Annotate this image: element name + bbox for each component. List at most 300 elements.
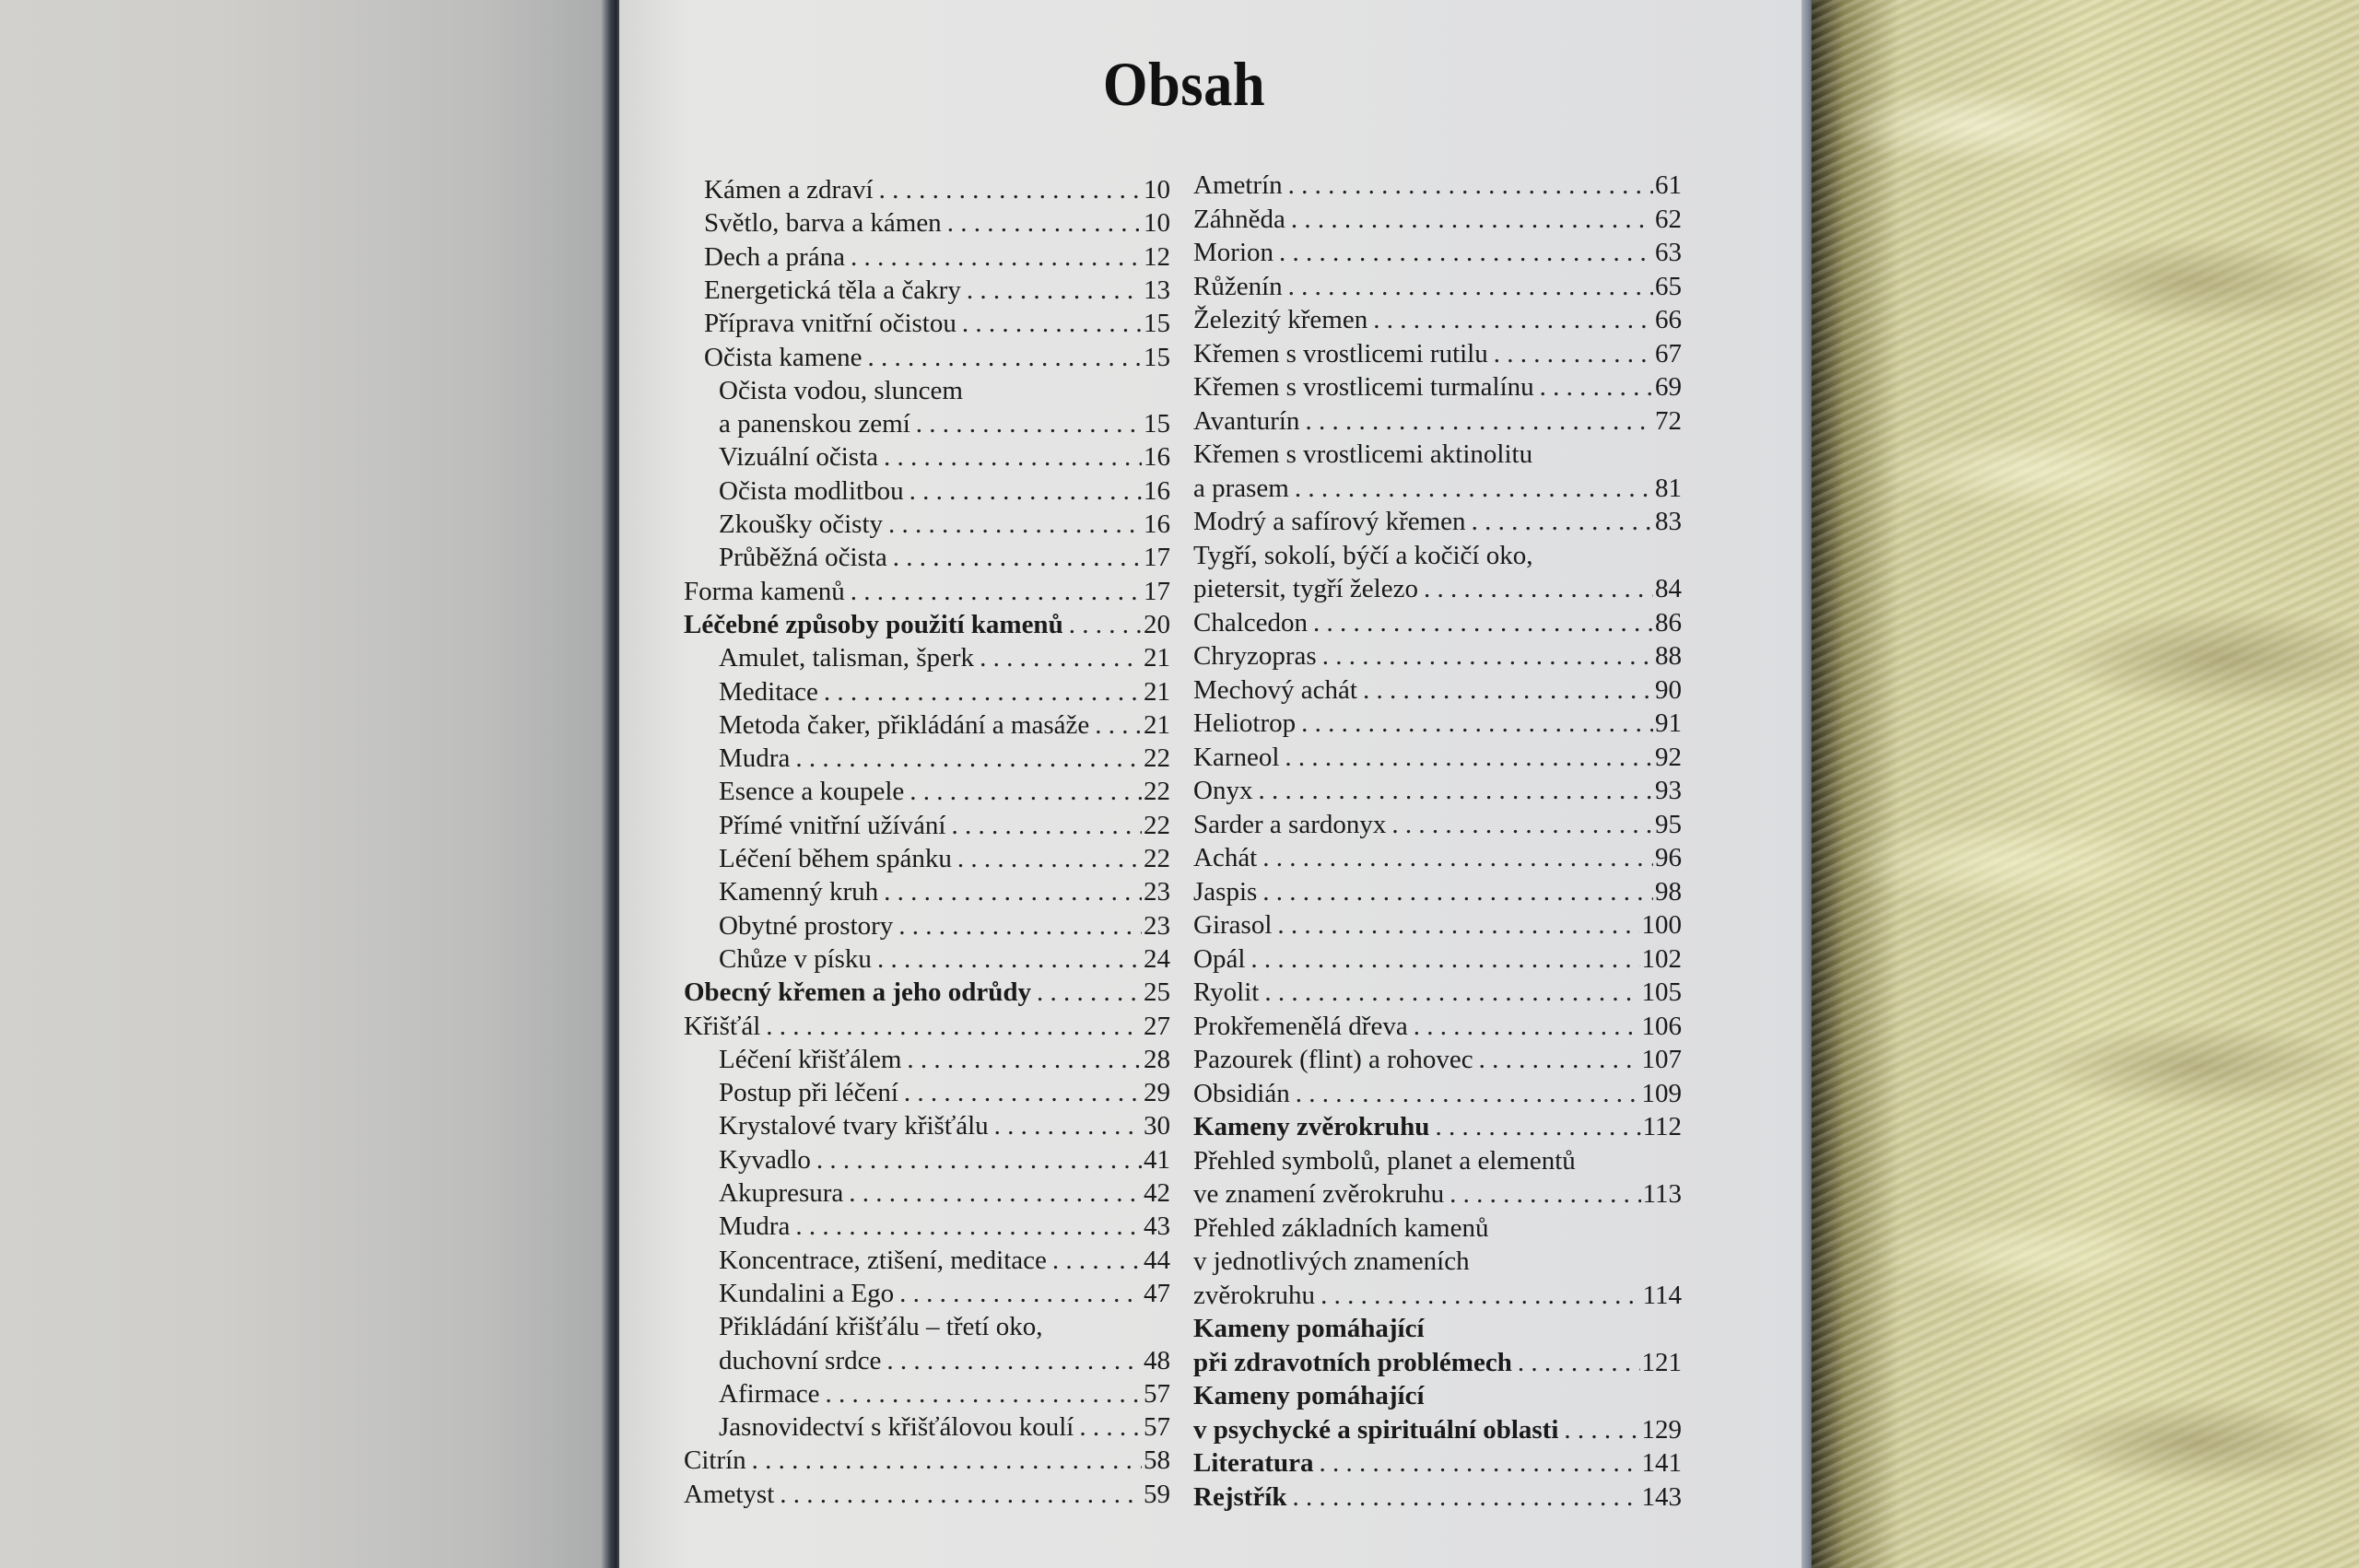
dot-leader [1472,505,1653,538]
dot-leader [1494,337,1653,370]
toc-entry [682,809,1170,842]
toc-page-number: 16 [1144,509,1170,539]
toc-entry-title: Obytné prostory [719,910,894,941]
dot-leader [826,1377,1143,1410]
dot-leader [1258,774,1653,807]
toc-entry [1193,1480,1682,1514]
dot-leader [962,307,1142,340]
dot-leader [1288,169,1653,202]
toc-entry-title: Postup při léčení [719,1078,898,1108]
toc-entry-title: Záhněda [1193,204,1285,234]
dot-leader [1424,572,1653,605]
dot-leader [795,1210,1142,1243]
toc-entry-title: Kyvadlo [719,1144,811,1175]
dot-leader [1264,976,1639,1009]
toc-page-number: 10 [1144,175,1170,205]
toc-entry [1193,1245,1682,1278]
dot-leader [1479,1043,1640,1076]
dot-leader [1322,639,1653,673]
toc-entry [1193,1177,1682,1211]
toc-entry [1193,639,1682,673]
dot-leader [1292,1480,1639,1514]
toc-entry-title: Tygří, sokolí, býčí a kočičí oko, [1193,540,1533,570]
dot-leader [1037,976,1142,1009]
dot-leader [1363,673,1653,707]
toc-entry-title: Krystalové tvary křišťálu [719,1111,989,1141]
toc-page-number: 90 [1655,674,1682,705]
toc-page-number: 48 [1144,1345,1170,1375]
toc-entry [682,1310,1170,1343]
toc-entry [682,206,1170,240]
toc-entry-title: Obecný křemen a jeho odrůdy [684,977,1031,1008]
toc-entry [682,1176,1170,1210]
toc-entry [1193,337,1682,370]
toc-entry [1193,1211,1682,1245]
dot-leader [1277,908,1639,942]
toc-entry [682,341,1170,374]
toc-entry [1193,203,1682,236]
toc-page-number: 29 [1144,1078,1170,1108]
dot-leader [980,641,1142,674]
toc-entry-title: Přikládání křišťálu – třetí oko, [719,1312,1043,1342]
toc-page-number: 41 [1144,1144,1170,1175]
toc-entry-title: Meditace [719,676,818,707]
toc-page-number: 106 [1641,1011,1682,1041]
toc-entry [1193,1077,1682,1110]
dot-leader [1262,875,1653,908]
dot-leader [1564,1413,1639,1446]
toc-entry [682,474,1170,508]
toc-page-number: 22 [1144,810,1170,840]
dot-leader [951,809,1142,842]
toc-entry [1193,539,1682,572]
dot-leader [1288,270,1653,303]
toc-entry-title: Ametyst [684,1479,775,1509]
toc-entry [682,1444,1170,1477]
toc-entry [682,541,1170,574]
toc-entry-title: duchovní srdce [719,1345,882,1375]
dot-leader [849,1176,1142,1210]
toc-entry [1193,572,1682,605]
toc-entry-title: Léčení křišťálem [719,1044,902,1074]
toc-entry [1193,774,1682,807]
toc-page-number: 15 [1144,309,1170,339]
toc-entry [682,240,1170,274]
dot-leader [1079,1410,1142,1444]
toc-page-number: 63 [1655,238,1682,267]
toc-entry-title: Kameny pomáhající [1193,1314,1425,1343]
toc-entry [682,1377,1170,1410]
dot-leader [1391,808,1653,841]
toc-entry [1193,505,1682,538]
toc-page-number: 69 [1655,372,1682,402]
toc-entry-title: Chryzopras [1193,641,1317,671]
dot-leader [1295,472,1653,505]
toc-entry [682,307,1170,340]
toc-entry-title: Vizuální očista [719,442,879,473]
toc-entry [1193,942,1682,976]
toc-page-number: 16 [1144,442,1170,473]
toc-entry-title: Pazourek (flint) a rohovec [1193,1045,1473,1074]
dot-leader [1095,708,1142,742]
toc-page-number: 143 [1641,1481,1682,1512]
toc-entry-title: Příprava vnitřní očistou [704,309,957,339]
dot-leader [1052,1244,1142,1277]
dot-leader [868,341,1142,374]
toc-entry-title: Očista vodou, sluncem [719,375,963,405]
toc-entry-title: Zkoušky očisty [719,509,884,539]
dot-leader [967,274,1142,307]
toc-page-number: 21 [1144,643,1170,673]
toc-entry-title: Citrín [684,1445,746,1476]
toc-entry-title: Rejstřík [1193,1481,1287,1512]
toc-page-number: 67 [1655,338,1682,369]
dot-leader [899,1277,1142,1310]
toc-entry-title: Mudra [719,743,791,774]
toc-entry [1193,303,1682,336]
toc-entry-title: v psychycké a spirituální oblasti [1193,1414,1559,1445]
toc-page-number: 21 [1144,676,1170,707]
dot-leader [1414,1010,1640,1043]
toc-page-number: 28 [1144,1044,1170,1074]
toc-page-number: 107 [1641,1045,1682,1074]
dot-leader [947,206,1142,240]
toc-entry [1193,808,1682,841]
toc-entry-title: Kámen a zdraví [704,175,874,205]
toc-entry [1193,370,1682,404]
toc-entry [1193,841,1682,874]
toc-entry [682,641,1170,674]
toc-entry [1193,270,1682,303]
toc-entry-title: Karneol [1193,742,1280,772]
toc-page-number: 22 [1144,743,1170,774]
page-title: Obsah [1102,49,1266,119]
toc-entry [682,1076,1170,1109]
toc-entry-title: Léčení během spánku [719,844,952,873]
toc-page-number: 21 [1144,709,1170,740]
toc-entry-title: Křemen s vrostlicemi turmalínu [1193,372,1534,402]
toc-entry [1193,707,1682,740]
dot-leader [884,440,1142,474]
toc-page-number: 129 [1641,1414,1682,1445]
toc-entry-title: a prasem [1193,473,1289,503]
toc-page-number: 112 [1642,1112,1682,1141]
toc-entry [1193,1043,1682,1076]
toc-entry [682,875,1170,908]
dot-leader [1373,303,1653,336]
toc-entry [682,1210,1170,1243]
dot-leader [879,173,1142,206]
toc-page-number: 141 [1641,1448,1682,1478]
dot-leader [910,775,1142,808]
dot-leader [884,875,1142,908]
toc-entry-title: Jasnovidectví s křišťálovou koulí [719,1412,1074,1443]
toc-entry-title: Kameny pomáhající [1193,1381,1425,1410]
toc-page-number: 57 [1144,1378,1170,1409]
toc-entry-title: Koncentrace, ztišení, meditace [719,1245,1047,1275]
toc-page-number: 59 [1144,1479,1170,1509]
toc-page-number: 44 [1144,1245,1170,1275]
toc-entry [1193,1446,1682,1480]
toc-entry [682,608,1170,641]
toc-entry-title: Ryolit [1193,977,1260,1007]
toc-entry [682,374,1170,407]
toc-entry [682,909,1170,942]
dot-leader [1435,1110,1640,1143]
toc-page-number: 100 [1641,910,1682,940]
toc-entry [1193,236,1682,269]
toc-entry-title: Sarder a sardonyx [1193,809,1387,839]
dot-leader [752,1444,1142,1477]
toc-page-number: 17 [1144,576,1170,606]
fur-background [1812,0,2359,1568]
toc-entry [682,407,1170,440]
dot-leader [957,842,1142,875]
toc-entry-title: Ametrín [1193,170,1283,200]
toc-page-number: 10 [1144,208,1170,239]
toc-entry [682,274,1170,307]
dot-leader [1320,1279,1641,1312]
toc-entry [1193,741,1682,774]
toc-page-number: 24 [1144,943,1170,974]
dot-leader [824,675,1142,708]
toc-entry-title: Girasol [1193,910,1273,940]
toc-entry [682,440,1170,474]
toc-page-number: 30 [1144,1111,1170,1141]
dot-leader [1291,203,1653,236]
toc-page-number: 93 [1655,776,1682,805]
toc-entry [682,1410,1170,1444]
dot-leader [907,1043,1142,1076]
dot-leader [851,240,1142,274]
toc-entry [1193,908,1682,942]
toc-entry-title: Energetická těla a čakry [704,275,961,305]
toc-entry-title: Opál [1193,943,1246,974]
toc-page-number: 13 [1144,275,1170,305]
toc-page-number: 17 [1144,543,1170,573]
toc-page-number: 22 [1144,777,1170,807]
toc-entry-title: Křemen s vrostlicemi rutilu [1193,338,1488,369]
dot-leader [904,1076,1142,1109]
toc-entry [682,1277,1170,1310]
toc-entry-title: a panenskou zemí [719,409,910,439]
toc-page-number: 113 [1642,1179,1682,1209]
toc-entry-title: Obsidián [1193,1078,1290,1108]
dot-leader [1285,741,1653,774]
toc-entry [1193,438,1682,471]
toc-entry-title: v jednotlivých znameních [1193,1246,1470,1276]
toc-entry-title: Forma kamenů [684,576,845,606]
toc-entry [682,1344,1170,1377]
toc-page-number: 47 [1144,1278,1170,1308]
toc-entry [682,508,1170,541]
toc-entry [682,1043,1170,1076]
toc-page-number: 57 [1144,1412,1170,1443]
toc-entry-title: Heliotrop [1193,708,1297,738]
dot-leader [994,1109,1142,1142]
dot-leader [780,1478,1142,1511]
toc-entry [1193,1144,1682,1177]
dot-leader [877,942,1142,976]
dot-leader [1301,707,1653,740]
toc-page-number: 96 [1655,843,1682,872]
toc-page-number: 12 [1144,241,1170,272]
toc-entry [1193,875,1682,908]
toc-entry-title: Dech a prána [704,241,845,272]
toc-page-number: 91 [1655,708,1682,738]
toc-page-number: 114 [1642,1280,1682,1310]
dot-leader [795,742,1142,775]
dot-leader [886,1344,1142,1377]
toc-entry [1193,1010,1682,1043]
toc-page-number: 66 [1655,305,1682,334]
toc-entry [682,775,1170,808]
dot-leader [1319,1446,1639,1480]
dot-leader [888,508,1142,541]
dot-leader [1540,370,1653,404]
toc-page-number: 58 [1144,1445,1170,1476]
toc-entry [1193,1110,1682,1143]
dot-leader [910,474,1142,508]
toc-page-number: 65 [1655,271,1682,301]
toc-page-number: 98 [1655,876,1682,907]
dot-leader [898,909,1142,942]
toc-entry-title: Přehled základních kamenů [1193,1212,1489,1243]
toc-entry-title: Železitý křemen [1193,305,1368,334]
toc-page-number: 121 [1641,1347,1682,1377]
toc-entry-title: Amulet, talisman, šperk [719,643,975,673]
dot-leader [1518,1346,1640,1379]
dot-leader [1262,841,1653,874]
toc-page-number: 88 [1655,641,1682,671]
toc-entry-title: Křišťál [684,1011,761,1041]
toc-page-number: 15 [1144,342,1170,372]
dot-leader [1069,608,1142,641]
toc-entry-title: Kamenný kruh [719,877,879,907]
toc-page-number: 25 [1144,977,1170,1008]
toc-page-number: 72 [1655,405,1682,436]
toc-entry-title: Očista kamene [704,342,863,372]
dot-leader [816,1143,1142,1176]
toc-page-number: 20 [1144,609,1170,639]
toc-entry [682,1143,1170,1176]
dot-leader [766,1010,1142,1043]
toc-entry-title: Jaspis [1193,876,1258,907]
dot-leader [1305,404,1653,438]
toc-entry-title: Literatura [1193,1448,1314,1478]
toc-entry [1193,472,1682,505]
dot-leader [1313,606,1653,639]
toc-page-number: 105 [1641,977,1682,1007]
toc-page-number: 86 [1655,607,1682,638]
toc-entry-title: Chalcedon [1193,607,1309,638]
toc-page-number: 92 [1655,742,1682,772]
toc-entry-title: pietersit, tygří železo [1193,574,1418,603]
toc-entry-title: Přehled symbolů, planet a elementů [1193,1145,1576,1176]
toc-entry [682,842,1170,875]
toc-page-number: 23 [1144,910,1170,941]
toc-entry-title: Chůze v písku [719,943,872,974]
toc-entry-title: Průběžná očista [719,543,887,573]
toc-entry-title: Růženín [1193,271,1283,301]
toc-entry-title: Kameny zvěrokruhu [1193,1112,1430,1141]
dot-leader [1250,942,1639,976]
toc-entry-title: Achát [1193,843,1258,872]
toc-entry-title: Mechový achát [1193,674,1357,705]
toc-page-number: 43 [1144,1211,1170,1242]
toc-entry-title: Avanturín [1193,405,1300,436]
toc-entry-title: Onyx [1193,776,1253,805]
toc-entry [682,708,1170,742]
toc-entry [1193,976,1682,1009]
toc-page-number: 95 [1655,809,1682,839]
dot-leader [1296,1077,1640,1110]
toc-entry [682,1109,1170,1142]
toc-page-number: 84 [1655,574,1682,603]
toc-entry [1193,1312,1682,1345]
toc-page-number: 42 [1144,1178,1170,1208]
toc-entry-title: Světlo, barva a kámen [704,208,942,239]
toc-entry-title: Léčebné způsoby použití kamenů [684,609,1063,639]
toc-page-number: 27 [1144,1011,1170,1041]
toc-entry [682,173,1170,206]
toc-entry-title: Očista modlitbou [719,475,904,506]
toc-entry [1193,1346,1682,1379]
toc-entry [1193,606,1682,639]
toc-entry [682,976,1170,1009]
left-page-blank [0,0,613,1568]
toc-entry-title: Metoda čaker, přikládání a masáže [719,709,1090,740]
toc-entry [682,1010,1170,1043]
toc-entry-title: Přímé vnitřní užívání [719,810,946,840]
toc-entry [682,1244,1170,1277]
toc-entry-title: Kundalini a Ego [719,1278,895,1308]
dot-leader [916,407,1142,440]
toc-entry [1193,169,1682,202]
toc-entry-title: ve znamení zvěrokruhu [1193,1179,1445,1209]
toc-page-number: 22 [1144,844,1170,873]
toc-entry-title: Morion [1193,238,1273,267]
toc-entry-title: Esence a koupele [719,777,905,807]
toc-entry [682,675,1170,708]
toc-entry-title: Křemen s vrostlicemi aktinolitu [1193,439,1533,469]
toc-page-number: 62 [1655,204,1682,234]
toc-entry-title: Prokřemenělá dřeva [1193,1011,1408,1041]
dot-leader [1279,236,1653,269]
toc-page-number: 15 [1144,409,1170,439]
toc-entry [682,942,1170,976]
dot-leader [893,541,1142,574]
toc-entry [1193,404,1682,438]
toc-entry-title: při zdravotních problémech [1193,1347,1512,1377]
toc-page-number: 16 [1144,475,1170,506]
dot-leader [851,575,1142,608]
toc-entry-title: zvěrokruhu [1193,1280,1316,1310]
toc-entry [682,742,1170,775]
toc-entry-title: Afirmace [719,1378,820,1409]
toc-entry [1193,1279,1682,1312]
toc-page-number: 81 [1655,473,1682,503]
toc-entry [1193,1379,1682,1412]
toc-page-number: 23 [1144,877,1170,907]
toc-entry-title: Akupresura [719,1178,844,1208]
toc-entry-title: Modrý a safírový křemen [1193,507,1466,536]
toc-page-number: 61 [1655,170,1682,200]
toc-entry [682,1478,1170,1511]
toc-entry [682,575,1170,608]
toc-entry-title: Mudra [719,1211,791,1242]
toc-page-number: 109 [1641,1078,1682,1108]
